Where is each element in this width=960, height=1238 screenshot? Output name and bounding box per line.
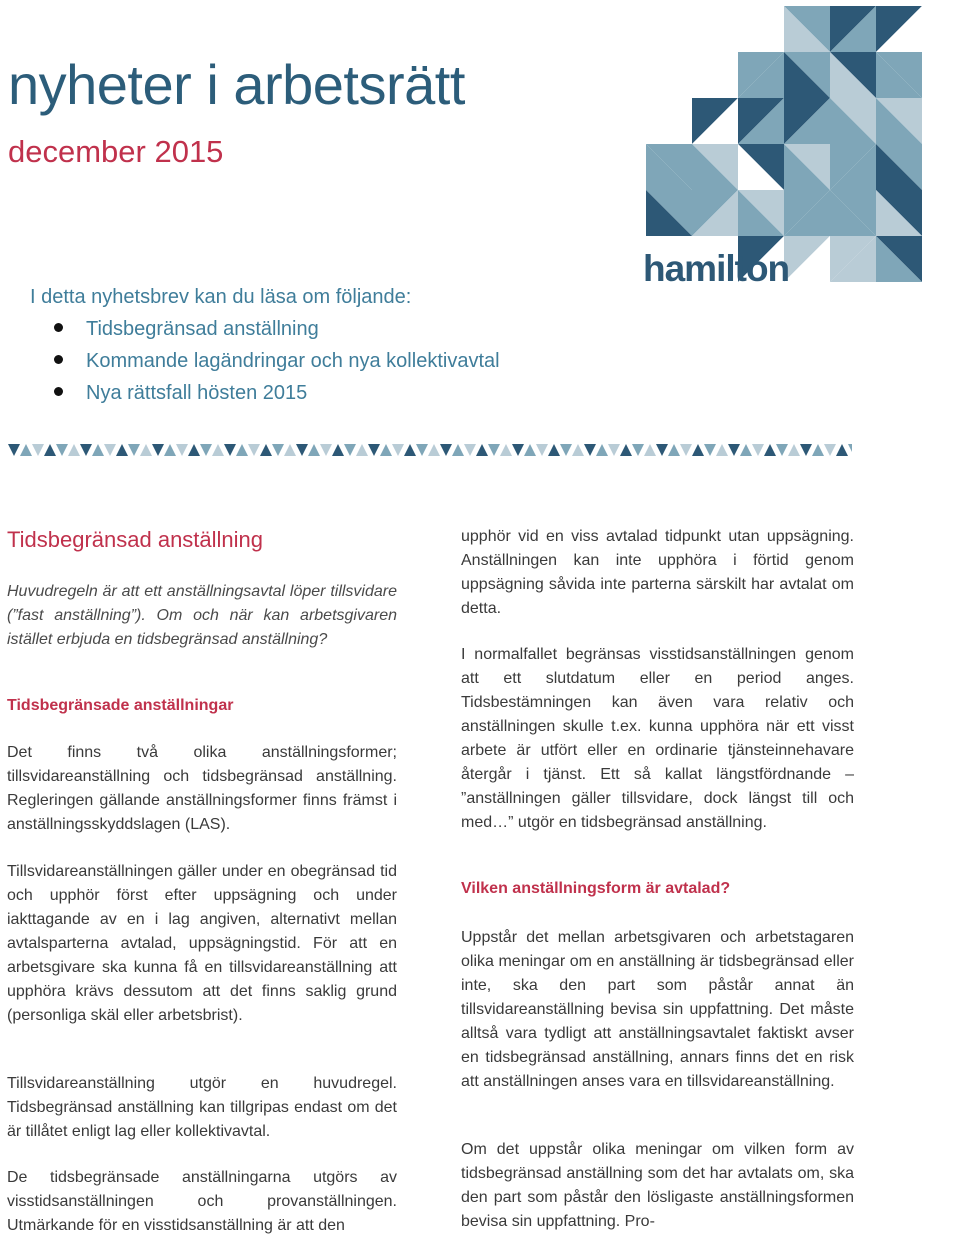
- section-heading-vilken: Vilken anställningsform är avtalad?: [461, 880, 731, 897]
- divider-triangle: [584, 444, 596, 456]
- divider-triangle: [392, 444, 404, 456]
- divider-triangle: [488, 444, 500, 456]
- divider-triangle: [620, 444, 632, 456]
- divider-triangle: [656, 444, 668, 456]
- divider-triangle: [344, 444, 356, 456]
- paragraph: Det finns två olika anställningsformer; tillsvidareanställning och tidsbegränsad anställning. Regleringen gällande anställningsformer finns främst i anställningsskyddslagen (LAS).: [7, 744, 397, 833]
- divider-triangle: [20, 444, 32, 456]
- paragraph: Om det uppstår olika meningar om vilken form av tidsbegränsad anställning som det har avtalats om, ska den part som påstår den lösligaste anställningsformen bevisa sin uppfattning. Pro-: [461, 1141, 854, 1230]
- divider-triangle: [308, 444, 320, 456]
- divider-triangle: [632, 444, 644, 456]
- paragraph: De tidsbegränsade anställningarna utgörs av visstidsanställningen och provanställningen. Utmärkande för en visstidsanställning är att den: [7, 1169, 397, 1234]
- divider-triangle: [572, 444, 584, 456]
- intro-item: [50, 348, 500, 380]
- paragraph: upphör vid en viss avtalad tidpunkt utan uppsägning. Anställningen kan inte upphöra i förtid genom uppsägning såvida inte parterna särskilt har avtalat om detta.: [461, 528, 854, 617]
- divider-triangle: [500, 444, 512, 456]
- intro-item: [50, 316, 500, 348]
- divider-triangle: [728, 444, 740, 456]
- divider-triangle: [356, 444, 368, 456]
- divider-triangle: [320, 444, 332, 456]
- divider-triangle: [476, 444, 488, 456]
- divider-triangle: [380, 444, 392, 456]
- divider-triangle: [536, 444, 548, 456]
- divider-triangle: [764, 444, 776, 456]
- intro-list: [50, 316, 500, 412]
- article-lead: Huvudregeln är att ett anställningsavtal löper tillsvidare (”fast anställning”). Om och när kan arbetsgivaren istället erbjuda en tidsbegränsad anställning?: [7, 583, 397, 648]
- article-heading: Tidsbegränsad anställning: [7, 527, 264, 552]
- divider-triangle: [224, 444, 236, 456]
- paragraph: I normalfallet begränsas visstidsanställningen genom att ett slutdatum eller en period anges. Tidsbestämningen kan även vara relativ och anställningen skulle t.ex. kunna upphöra när ett visst arbete är utfört eller en ordinarie tjänsteinnehavare återgår i tjänst. Ett så kallat längstfördnande – ”anställningen gäller tillsvidare, dock längst till och med…” utgör en tidsbegränsad anställning.: [461, 646, 854, 831]
- divider-triangle: [824, 444, 836, 456]
- divider-triangle: [452, 444, 464, 456]
- divider-triangle: [236, 444, 248, 456]
- divider-triangle: [440, 444, 452, 456]
- divider-triangle: [272, 444, 284, 456]
- divider-triangle: [752, 444, 764, 456]
- divider-triangle: [512, 444, 524, 456]
- divider-triangle: [668, 444, 680, 456]
- intro-item-text: Nya rättsfall hösten 2015: [86, 382, 308, 404]
- intro-lead: I detta nyhetsbrev kan du läsa om följande:: [30, 286, 412, 308]
- divider-triangle: [428, 444, 440, 456]
- bullet-icon: [54, 387, 63, 396]
- intro-item-text: Kommande lagändringar och nya kollektivavtal: [86, 350, 500, 372]
- divider-triangle: [800, 444, 812, 456]
- divider-triangle: [836, 444, 848, 456]
- divider-triangle: [248, 444, 260, 456]
- divider-triangle: [92, 444, 104, 456]
- page-subtitle: december 2015: [8, 134, 224, 169]
- divider-triangle: [128, 444, 140, 456]
- divider-triangle: [788, 444, 800, 456]
- divider-triangle: [608, 444, 620, 456]
- divider-triangle: [848, 444, 852, 456]
- section-heading-tidsbegransade: Tidsbegränsade anställningar: [7, 697, 234, 714]
- divider-triangle: [416, 444, 428, 456]
- divider-triangle: [740, 444, 752, 456]
- divider-triangle: [524, 444, 536, 456]
- divider-triangle: [152, 444, 164, 456]
- paragraph: Uppstår det mellan arbetsgivaren och arbetstagaren olika meningar om en anställning är tidsbegränsad eller inte, ska den part som påstår annat än tillsvidareanställning bevisa sin uppfattning. Det måste alltså vara tydligt att anställningsavtalet faktiskt avser en tidsbegränsad anställning, annars finns det en risk att anställningen anses vara en tillsvidareanställning.: [461, 929, 854, 1090]
- divider-triangle: [404, 444, 416, 456]
- paragraph: Tillsvidareanställning utgör en huvudregel. Tidsbegränsad anställning kan tillgripas endast om det är tillåtet enligt lag eller kollektivavtal.: [7, 1075, 397, 1140]
- divider-triangle: [32, 444, 44, 456]
- intro-item-text: Tidsbegränsad anställning: [86, 318, 319, 340]
- page-title: nyheter i arbetsrätt: [8, 53, 465, 116]
- bullet-icon: [54, 355, 63, 364]
- divider-triangle: [116, 444, 128, 456]
- divider-triangle: [716, 444, 728, 456]
- divider-triangle: [332, 444, 344, 456]
- divider-triangle: [140, 444, 152, 456]
- decorative-divider: [8, 444, 852, 458]
- divider-triangle: [104, 444, 116, 456]
- divider-triangle: [188, 444, 200, 456]
- divider-triangle: [176, 444, 188, 456]
- divider-triangle: [164, 444, 176, 456]
- divider-triangle: [596, 444, 608, 456]
- divider-triangle: [704, 444, 716, 456]
- divider-triangle: [56, 444, 68, 456]
- divider-triangle: [212, 444, 224, 456]
- divider-triangle: [8, 444, 20, 456]
- divider-triangle: [296, 444, 308, 456]
- divider-triangle: [68, 444, 80, 456]
- divider-triangle: [776, 444, 788, 456]
- divider-triangle: [284, 444, 296, 456]
- paragraph: Tillsvidareanställningen gäller under en obegränsad tid och upphör först efter uppsägning och under iakttagande av en i lag angiven, alternativt mellan avtalsparterna avtalad, uppsägningstid. För att en arbetsgivare ska kunna få en tillsvidareanställning att upphöra krävs dessutom att det finns saklig grund (personliga skäl eller arbetsbrist).: [7, 863, 397, 1024]
- divider-triangle: [812, 444, 824, 456]
- divider-triangle: [200, 444, 212, 456]
- divider-triangle: [560, 444, 572, 456]
- divider-triangle: [368, 444, 380, 456]
- intro-item: [50, 380, 500, 412]
- divider-triangle: [44, 444, 56, 456]
- divider-triangle: [80, 444, 92, 456]
- hamilton-logo: hamilton: [643, 248, 790, 289]
- divider-triangle: [692, 444, 704, 456]
- divider-triangle: [548, 444, 560, 456]
- divider-triangle: [260, 444, 272, 456]
- divider-triangle: [464, 444, 476, 456]
- bullet-icon: [54, 323, 63, 332]
- divider-triangle: [644, 444, 656, 456]
- divider-triangle: [680, 444, 692, 456]
